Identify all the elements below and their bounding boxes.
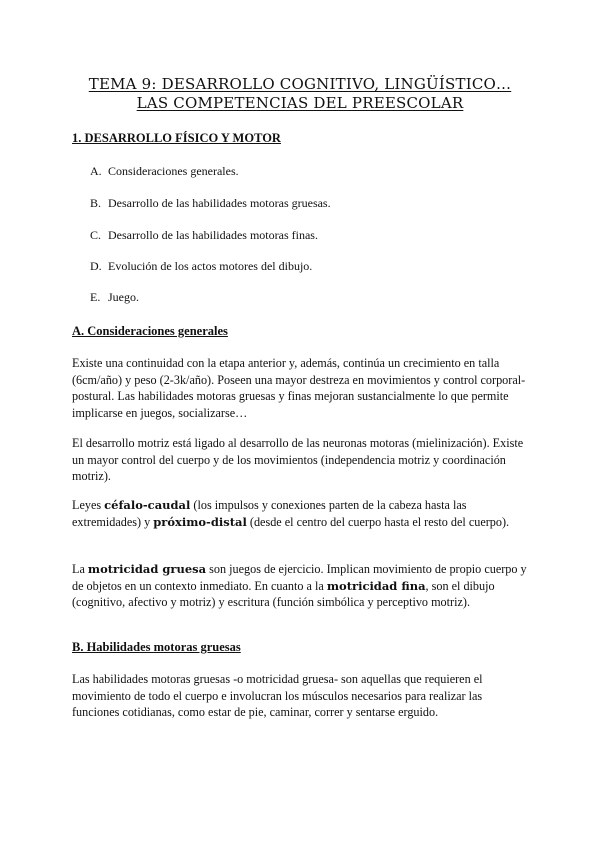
paragraph-a4: La motricidad gruesa son juegos de ejercicio. Implican movimiento de propio cuerpo y de objetos en un contexto inmediato. En cuanto a la motricidad fina, son el dibujo (cognitivo, afectivo y motriz) y escritura (función simbólica y perceptivo motriz).	[72, 562, 527, 609]
paragraph-b1: Las habilidades motoras gruesas -o motricidad gruesa- son aquellas que requieren el movimiento de todo el cuerpo e involucran los músculos necesarios para realizar las funciones cotidianas, como estar de pie, caminar, correr y sentarse erguido.	[72, 672, 483, 719]
section-1-heading: 1. DESARROLLO FÍSICO Y MOTOR	[72, 131, 281, 145]
title-line-2: LAS COMPETENCIAS DEL PREESCOLAR	[136, 94, 464, 112]
list-item: D. Evolución de los actos motores del dibujo.	[90, 259, 313, 273]
subsection-b-heading: B. Habilidades motoras gruesas	[72, 640, 241, 654]
paragraph-a3: Leyes céfalo-caudal (los impulsos y conexiones parten de la cabeza hasta las extremidades) y próximo-distal (desde el centro del cuerpo hasta el resto del cuerpo).	[72, 498, 510, 529]
term-motricidad-gruesa: motricidad gruesa	[87, 562, 207, 576]
term-proximo-distal: próximo-distal	[153, 514, 247, 529]
title-line-1: TEMA 9: DESARROLLO COGNITIVO, LINGÜÍSTICO…	[88, 75, 512, 93]
list-item: B. Desarrollo de las habilidades motoras gruesas.	[90, 196, 331, 210]
subsection-a-heading: A. Consideraciones generales	[72, 324, 228, 338]
list-item: C. Desarrollo de las habilidades motoras finas.	[90, 228, 318, 242]
list-item: E. Juego.	[90, 290, 139, 304]
paragraph-a2: El desarrollo motriz está ligado al desarrollo de las neuronas motoras (mielinización). Existe un mayor control del cuerpo y de los movimientos (independencia motriz y coordinación motriz).	[72, 436, 524, 483]
term-cefalo-caudal: céfalo-caudal	[104, 498, 191, 512]
paragraph-a1: Existe una continuidad con la etapa anterior y, además, continúa un crecimiento en talla (6cm/año) y peso (2-3k/año). Poseen una mayor destreza en movimientos y control corporal-postural. Las habilidades motoras gruesas y finas mejoran sustancialmente lo que permite implicarse en juegos, socializarse…	[72, 356, 526, 420]
term-motricidad-fina: motricidad fina	[326, 578, 426, 593]
list-item: A. Consideraciones generales.	[90, 164, 239, 178]
